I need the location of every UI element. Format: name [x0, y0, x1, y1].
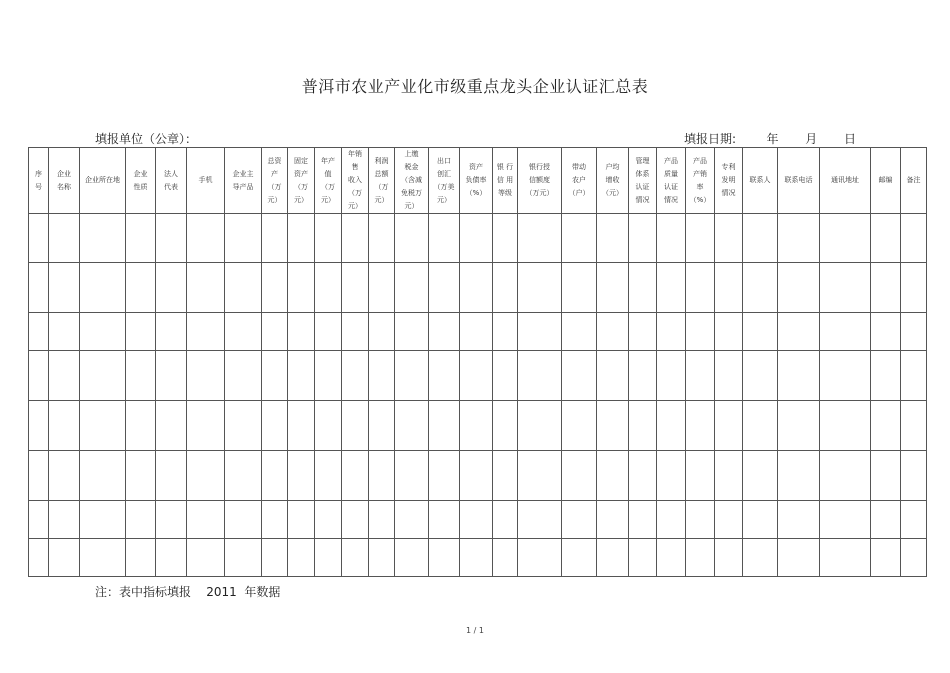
- table-cell[interactable]: [369, 451, 395, 501]
- table-cell[interactable]: [460, 501, 493, 539]
- table-cell[interactable]: [369, 401, 395, 451]
- table-cell[interactable]: [187, 313, 225, 351]
- table-cell[interactable]: [518, 451, 562, 501]
- table-row: [29, 263, 927, 313]
- fill-date-label: 填报日期: 年 月 日: [684, 132, 856, 146]
- table-cell[interactable]: [156, 351, 187, 401]
- table-cell[interactable]: [225, 351, 262, 401]
- table-cell[interactable]: [126, 351, 156, 401]
- table-cell[interactable]: [288, 451, 315, 501]
- header-row: [29, 148, 927, 214]
- table-cell[interactable]: [342, 313, 369, 351]
- table-cell[interactable]: [29, 401, 49, 451]
- table-cell[interactable]: [429, 351, 460, 401]
- table-cell[interactable]: [657, 214, 686, 263]
- summary-table: [28, 147, 927, 577]
- table-row: [29, 539, 927, 577]
- table-cell[interactable]: [778, 451, 820, 501]
- col-header-patents: 专利 发明 情况: [715, 148, 743, 214]
- table-cell[interactable]: [262, 539, 288, 577]
- table-cell[interactable]: [315, 214, 342, 263]
- table-cell[interactable]: [715, 401, 743, 451]
- table-cell[interactable]: [342, 451, 369, 501]
- table-cell[interactable]: [686, 313, 715, 351]
- col-header-debt-ratio: 资产 负债率 （%）: [460, 148, 493, 214]
- table-cell[interactable]: [49, 401, 80, 451]
- table-cell[interactable]: [715, 451, 743, 501]
- table-cell[interactable]: [493, 451, 518, 501]
- col-header-main-product: 企业主 导产品: [225, 148, 262, 214]
- table-cell[interactable]: [262, 263, 288, 313]
- table-row: [29, 501, 927, 539]
- table-cell[interactable]: [715, 351, 743, 401]
- table-cell[interactable]: [395, 539, 429, 577]
- table-cell[interactable]: [518, 263, 562, 313]
- table-cell[interactable]: [156, 539, 187, 577]
- table-cell[interactable]: [901, 451, 927, 501]
- table-cell[interactable]: [597, 401, 629, 451]
- table-cell[interactable]: [743, 214, 778, 263]
- table-cell[interactable]: [629, 401, 657, 451]
- table-cell[interactable]: [49, 539, 80, 577]
- table-cell[interactable]: [262, 401, 288, 451]
- table-cell[interactable]: [686, 401, 715, 451]
- table-cell[interactable]: [901, 501, 927, 539]
- table-cell[interactable]: [778, 401, 820, 451]
- table-cell[interactable]: [342, 263, 369, 313]
- table-cell[interactable]: [187, 539, 225, 577]
- table-cell[interactable]: [49, 501, 80, 539]
- table-cell[interactable]: [395, 501, 429, 539]
- table-cell[interactable]: [225, 501, 262, 539]
- table-cell[interactable]: [342, 501, 369, 539]
- table-cell[interactable]: [49, 214, 80, 263]
- table-cell[interactable]: [460, 263, 493, 313]
- table-cell[interactable]: [126, 313, 156, 351]
- table-cell[interactable]: [395, 263, 429, 313]
- table-cell[interactable]: [518, 501, 562, 539]
- table-cell[interactable]: [518, 351, 562, 401]
- table-cell[interactable]: [460, 451, 493, 501]
- table-cell[interactable]: [820, 539, 871, 577]
- table-cell[interactable]: [80, 263, 126, 313]
- table-cell[interactable]: [395, 214, 429, 263]
- table-cell[interactable]: [315, 401, 342, 451]
- table-cell[interactable]: [871, 451, 901, 501]
- table-cell[interactable]: [743, 263, 778, 313]
- col-header-farmers-driven: 带动 农户 （户）: [562, 148, 597, 214]
- table-row: [29, 214, 927, 263]
- table-cell[interactable]: [871, 214, 901, 263]
- col-header-quality-cert: 产品 质量 认证 情况: [657, 148, 686, 214]
- table-cell[interactable]: [369, 539, 395, 577]
- table-cell[interactable]: [342, 539, 369, 577]
- table-cell[interactable]: [342, 401, 369, 451]
- table-cell[interactable]: [29, 539, 49, 577]
- table-cell[interactable]: [629, 214, 657, 263]
- table-cell[interactable]: [315, 501, 342, 539]
- table-cell[interactable]: [460, 351, 493, 401]
- table-cell[interactable]: [187, 214, 225, 263]
- col-header-address: 通讯地址: [820, 148, 871, 214]
- fill-unit-label: 填报单位（公章）：: [95, 132, 198, 146]
- table-cell[interactable]: [493, 351, 518, 401]
- table-cell[interactable]: [429, 214, 460, 263]
- table-cell[interactable]: [126, 501, 156, 539]
- table-cell[interactable]: [225, 539, 262, 577]
- table-cell[interactable]: [49, 263, 80, 313]
- table-cell[interactable]: [187, 351, 225, 401]
- table-cell[interactable]: [629, 263, 657, 313]
- table-cell[interactable]: [901, 401, 927, 451]
- table-cell[interactable]: [187, 451, 225, 501]
- table-cell[interactable]: [369, 501, 395, 539]
- table-cell[interactable]: [187, 501, 225, 539]
- table-cell[interactable]: [820, 214, 871, 263]
- table-cell[interactable]: [562, 501, 597, 539]
- table-cell[interactable]: [715, 501, 743, 539]
- table-cell[interactable]: [288, 351, 315, 401]
- table-cell[interactable]: [493, 214, 518, 263]
- table-cell[interactable]: [820, 263, 871, 313]
- table-cell[interactable]: [288, 501, 315, 539]
- table-cell[interactable]: [597, 539, 629, 577]
- table-cell[interactable]: [629, 351, 657, 401]
- table-cell[interactable]: [395, 313, 429, 351]
- table-cell[interactable]: [629, 539, 657, 577]
- table-cell[interactable]: [156, 501, 187, 539]
- table-cell[interactable]: [156, 313, 187, 351]
- table-cell[interactable]: [80, 401, 126, 451]
- table-cell[interactable]: [743, 501, 778, 539]
- table-cell[interactable]: [29, 214, 49, 263]
- table-cell[interactable]: [225, 214, 262, 263]
- table-cell[interactable]: [395, 451, 429, 501]
- table-cell[interactable]: [597, 214, 629, 263]
- table-cell[interactable]: [820, 501, 871, 539]
- col-header-annual-sales: 年销 售 收入 （万 元）: [342, 148, 369, 214]
- table-cell[interactable]: [80, 214, 126, 263]
- table-cell[interactable]: [778, 539, 820, 577]
- table-cell[interactable]: [315, 539, 342, 577]
- table-cell[interactable]: [29, 313, 49, 351]
- table-cell[interactable]: [820, 313, 871, 351]
- table-cell[interactable]: [493, 263, 518, 313]
- table-cell[interactable]: [369, 351, 395, 401]
- table-cell[interactable]: [657, 313, 686, 351]
- table-cell[interactable]: [657, 351, 686, 401]
- table-cell[interactable]: [871, 539, 901, 577]
- table-cell[interactable]: [429, 501, 460, 539]
- table-cell[interactable]: [429, 313, 460, 351]
- col-header-contact-phone: 联系电话: [778, 148, 820, 214]
- table-cell[interactable]: [562, 351, 597, 401]
- col-header-management-cert: 管理 体系 认证 情况: [629, 148, 657, 214]
- table-cell[interactable]: [288, 263, 315, 313]
- table-cell[interactable]: [225, 313, 262, 351]
- table-cell[interactable]: [429, 451, 460, 501]
- table-cell[interactable]: [262, 501, 288, 539]
- table-cell[interactable]: [262, 214, 288, 263]
- col-header-income-per-household: 户均 增收 （元）: [597, 148, 629, 214]
- table-cell[interactable]: [156, 263, 187, 313]
- table-cell[interactable]: [429, 401, 460, 451]
- table-cell[interactable]: [743, 401, 778, 451]
- table-cell[interactable]: [597, 451, 629, 501]
- table-cell[interactable]: [460, 401, 493, 451]
- table-cell[interactable]: [225, 451, 262, 501]
- table-cell[interactable]: [342, 214, 369, 263]
- table-cell[interactable]: [562, 214, 597, 263]
- table-cell[interactable]: [820, 401, 871, 451]
- table-cell[interactable]: [315, 263, 342, 313]
- table-cell[interactable]: [715, 313, 743, 351]
- table-cell[interactable]: [80, 313, 126, 351]
- table-cell[interactable]: [743, 351, 778, 401]
- col-header-credit-line: 银行授 信额度 （万元）: [518, 148, 562, 214]
- table-cell[interactable]: [820, 451, 871, 501]
- table-cell[interactable]: [29, 351, 49, 401]
- table-cell[interactable]: [225, 401, 262, 451]
- table-cell[interactable]: [156, 451, 187, 501]
- table-cell[interactable]: [518, 214, 562, 263]
- table-cell[interactable]: [126, 214, 156, 263]
- table-cell[interactable]: [686, 214, 715, 263]
- table-cell[interactable]: [315, 451, 342, 501]
- table-cell[interactable]: [518, 539, 562, 577]
- table-cell[interactable]: [562, 451, 597, 501]
- table-cell[interactable]: [562, 263, 597, 313]
- table-row: [29, 401, 927, 451]
- col-header-sales-rate: 产品 产销 率 （%）: [686, 148, 715, 214]
- table-cell[interactable]: [562, 539, 597, 577]
- document-title: 普洱市农业产业化市级重点龙头企业认证汇总表: [301, 77, 649, 96]
- table-cell[interactable]: [429, 539, 460, 577]
- table-cell[interactable]: [629, 313, 657, 351]
- table-cell[interactable]: [29, 451, 49, 501]
- table-cell[interactable]: [743, 451, 778, 501]
- table-cell[interactable]: [901, 313, 927, 351]
- table-cell[interactable]: [743, 313, 778, 351]
- col-header-company-name: 企业 名称: [49, 148, 80, 214]
- table-cell[interactable]: [778, 351, 820, 401]
- table-cell[interactable]: [493, 401, 518, 451]
- table-cell[interactable]: [80, 451, 126, 501]
- table-cell[interactable]: [156, 401, 187, 451]
- table-cell[interactable]: [901, 351, 927, 401]
- table-cell[interactable]: [395, 351, 429, 401]
- table-cell[interactable]: [369, 313, 395, 351]
- table-cell[interactable]: [778, 263, 820, 313]
- table-cell[interactable]: [871, 263, 901, 313]
- table-cell[interactable]: [187, 263, 225, 313]
- table-cell[interactable]: [315, 351, 342, 401]
- table-cell[interactable]: [657, 539, 686, 577]
- table-row: [29, 313, 927, 351]
- table-cell[interactable]: [126, 451, 156, 501]
- col-header-export-earnings: 出口 创汇 （万美 元）: [429, 148, 460, 214]
- table-cell[interactable]: [686, 263, 715, 313]
- table-cell[interactable]: [460, 539, 493, 577]
- table-cell[interactable]: [288, 401, 315, 451]
- table-cell[interactable]: [871, 313, 901, 351]
- table-cell[interactable]: [871, 351, 901, 401]
- table-cell[interactable]: [49, 313, 80, 351]
- table-cell[interactable]: [369, 263, 395, 313]
- table-cell[interactable]: [156, 214, 187, 263]
- table-cell[interactable]: [901, 263, 927, 313]
- table-cell[interactable]: [80, 501, 126, 539]
- table-cell[interactable]: [686, 351, 715, 401]
- table-cell[interactable]: [715, 214, 743, 263]
- table-cell[interactable]: [49, 451, 80, 501]
- table-cell[interactable]: [715, 539, 743, 577]
- table-row: [29, 351, 927, 401]
- table-cell[interactable]: [80, 539, 126, 577]
- table-cell[interactable]: [901, 214, 927, 263]
- table-cell[interactable]: [562, 313, 597, 351]
- table-cell[interactable]: [657, 401, 686, 451]
- table-cell[interactable]: [29, 501, 49, 539]
- table-cell[interactable]: [262, 451, 288, 501]
- col-header-postcode: 邮编: [871, 148, 901, 214]
- table-cell[interactable]: [262, 351, 288, 401]
- table-cell[interactable]: [80, 351, 126, 401]
- table-cell[interactable]: [597, 351, 629, 401]
- col-header-fixed-assets: 固定 资产 （万 元）: [288, 148, 315, 214]
- table-cell[interactable]: [597, 313, 629, 351]
- col-header-total-profit: 利润 总额 （万 元）: [369, 148, 395, 214]
- table-cell[interactable]: [493, 539, 518, 577]
- table-cell[interactable]: [315, 313, 342, 351]
- col-header-taxes-paid: 上缴 税金 （含减 免税万 元）: [395, 148, 429, 214]
- table-cell[interactable]: [778, 214, 820, 263]
- col-header-location: 企业所在地: [80, 148, 126, 214]
- col-header-remarks: 备注: [901, 148, 927, 214]
- table-cell[interactable]: [225, 263, 262, 313]
- page-indicator: 1 / 1: [466, 626, 484, 635]
- table-cell[interactable]: [820, 351, 871, 401]
- col-header-mobile: 手机: [187, 148, 225, 214]
- table-cell[interactable]: [657, 263, 686, 313]
- table-cell[interactable]: [429, 263, 460, 313]
- col-header-serial: 序 号: [29, 148, 49, 214]
- table-cell[interactable]: [778, 501, 820, 539]
- table-cell[interactable]: [187, 401, 225, 451]
- table-cell[interactable]: [597, 263, 629, 313]
- table-cell[interactable]: [715, 263, 743, 313]
- table-cell[interactable]: [686, 501, 715, 539]
- table-cell[interactable]: [901, 539, 927, 577]
- table-cell[interactable]: [493, 501, 518, 539]
- col-header-bank-credit-grade: 银 行 信 用 等级: [493, 148, 518, 214]
- table-row: [29, 451, 927, 501]
- table-cell[interactable]: [342, 351, 369, 401]
- table-cell[interactable]: [518, 401, 562, 451]
- table-cell[interactable]: [629, 501, 657, 539]
- table-cell[interactable]: [629, 451, 657, 501]
- table-cell[interactable]: [493, 313, 518, 351]
- col-header-annual-output: 年产 值 （万 元）: [315, 148, 342, 214]
- table-cell[interactable]: [778, 313, 820, 351]
- table-cell[interactable]: [369, 214, 395, 263]
- table-cell[interactable]: [288, 313, 315, 351]
- table-cell[interactable]: [126, 401, 156, 451]
- col-header-company-type: 企业 性质: [126, 148, 156, 214]
- table-cell[interactable]: [126, 539, 156, 577]
- table-cell[interactable]: [657, 501, 686, 539]
- table-cell[interactable]: [460, 313, 493, 351]
- col-header-contact-person: 联系人: [743, 148, 778, 214]
- table-cell[interactable]: [288, 539, 315, 577]
- table-cell[interactable]: [743, 539, 778, 577]
- table-cell[interactable]: [49, 351, 80, 401]
- table-cell[interactable]: [597, 501, 629, 539]
- table-cell[interactable]: [657, 451, 686, 501]
- table-cell[interactable]: [871, 401, 901, 451]
- table-cell[interactable]: [686, 539, 715, 577]
- table-cell[interactable]: [686, 451, 715, 501]
- table-cell[interactable]: [395, 401, 429, 451]
- table-cell[interactable]: [262, 313, 288, 351]
- table-cell[interactable]: [29, 263, 49, 313]
- table-cell[interactable]: [518, 313, 562, 351]
- col-header-total-assets: 总资 产 （万 元）: [262, 148, 288, 214]
- col-header-legal-rep: 法人 代表: [156, 148, 187, 214]
- table-cell[interactable]: [871, 501, 901, 539]
- table-cell[interactable]: [288, 214, 315, 263]
- table-cell[interactable]: [126, 263, 156, 313]
- table-cell[interactable]: [562, 401, 597, 451]
- table-cell[interactable]: [460, 214, 493, 263]
- footnote: 注：表中指标填报 2011 年数据: [95, 585, 281, 599]
